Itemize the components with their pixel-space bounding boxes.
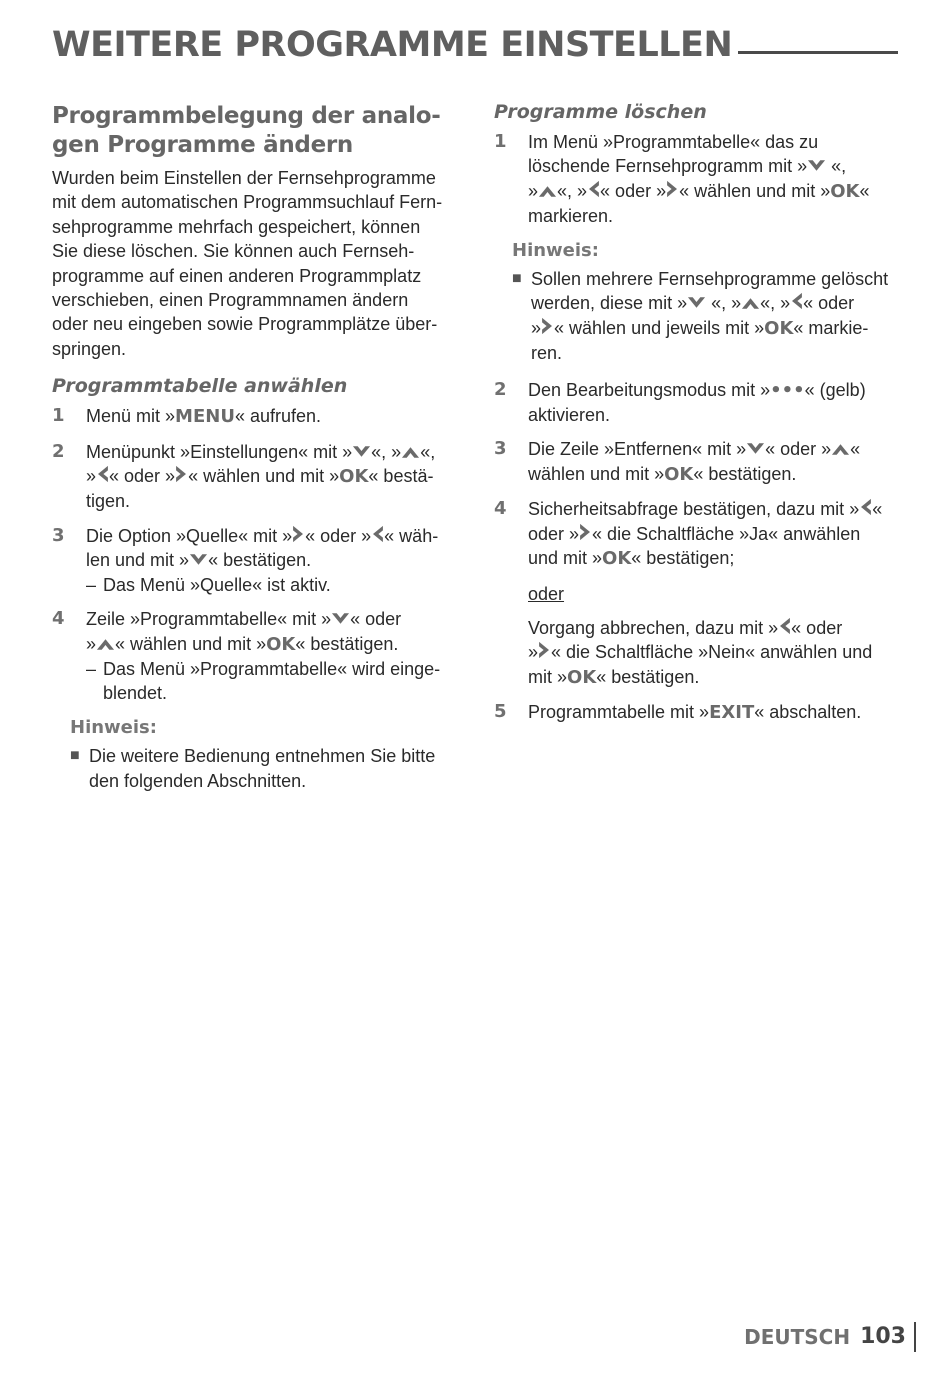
text-line: sehprogramme mehrfach gespeichert, können xyxy=(52,216,421,237)
step-number: 3 xyxy=(494,438,507,460)
note-heading: Hinweis: xyxy=(512,239,599,261)
spacer xyxy=(528,606,904,616)
text-line xyxy=(86,440,462,464)
chevron-left-icon xyxy=(371,525,384,543)
step-number: 2 xyxy=(494,378,507,400)
step-number: 5 xyxy=(494,701,507,723)
step-text xyxy=(86,404,462,429)
text: Den Bearbeitungsmodus mit » xyxy=(528,379,771,400)
text: wählen und mit » xyxy=(528,463,665,484)
step-2 xyxy=(52,440,462,514)
chevron-left-icon xyxy=(587,180,600,198)
text: « oder » xyxy=(109,466,176,487)
note-text xyxy=(531,267,904,366)
text: » xyxy=(86,633,97,654)
text: « bestä- xyxy=(368,466,434,487)
text: löschende Fernsehprogramm mit » xyxy=(528,156,808,177)
text-line xyxy=(86,607,462,631)
text: « abschalten. xyxy=(754,702,862,723)
text-line xyxy=(86,548,462,572)
text-line: den folgenden Abschnitten. xyxy=(89,770,307,791)
step-text xyxy=(528,700,904,725)
text-line: Die weitere Bedienung entnehmen Sie bitte xyxy=(89,746,436,767)
text: « wäh- xyxy=(384,525,439,546)
note-heading: Hinweis: xyxy=(70,716,157,738)
text-line: verschieben, einen Programmnamen ändern xyxy=(52,290,409,311)
text: « wählen und mit » xyxy=(188,466,340,487)
chevron-right-icon xyxy=(292,525,305,543)
text: « xyxy=(850,439,861,460)
ok-key: OK xyxy=(764,317,794,339)
chevron-down-icon xyxy=(189,553,208,567)
step-number: 2 xyxy=(52,440,65,462)
text-line xyxy=(528,154,904,178)
text-line: mit dem automatischen Programmsuchlauf Fern- xyxy=(52,192,443,213)
chevron-down-icon xyxy=(746,442,765,456)
square-bullet-icon: ■ xyxy=(512,270,522,288)
text: » xyxy=(528,642,539,663)
chevron-right-icon xyxy=(538,641,551,659)
text-line xyxy=(528,522,904,546)
oder-label: oder xyxy=(528,583,565,604)
text: mit » xyxy=(528,666,568,687)
footer-language: DEUTSCH xyxy=(744,1325,851,1349)
text: » xyxy=(528,180,539,201)
text: «, » xyxy=(760,293,791,314)
text-line xyxy=(86,464,462,489)
text-line xyxy=(528,665,904,690)
text-line: oder neu eingeben sowie Programmplätze über- xyxy=(52,314,438,335)
step-text xyxy=(86,524,462,597)
text: oder » xyxy=(528,523,580,544)
chevron-down-icon xyxy=(352,445,371,459)
chevron-right-icon xyxy=(579,523,592,541)
text-line xyxy=(531,291,904,315)
ok-key: OK xyxy=(567,666,597,688)
note-box xyxy=(512,239,904,366)
chevron-left-icon xyxy=(96,465,109,483)
text-line xyxy=(528,437,904,461)
text-line xyxy=(528,640,904,664)
page-number: 103 xyxy=(860,1322,916,1352)
text: « markie- xyxy=(793,317,869,338)
yellow-dots-key: ••• xyxy=(770,379,805,401)
text-line: Das Menü »Programmtabelle« wird einge- xyxy=(103,658,441,679)
page-footer xyxy=(744,1320,916,1354)
step-text xyxy=(528,130,904,229)
text-line xyxy=(528,462,904,487)
text-line xyxy=(528,546,904,571)
text: « bestätigen. xyxy=(596,666,700,687)
text: « oder xyxy=(803,293,855,314)
chevron-up-icon xyxy=(538,184,557,198)
text: « oder xyxy=(350,609,402,630)
heading-line: Programmbelegung der analo- xyxy=(52,103,441,129)
text xyxy=(103,657,462,706)
step-2 xyxy=(494,378,904,428)
text: Sicherheitsabfrage bestätigen, dazu mit » xyxy=(528,499,860,520)
text: werden, diese mit » xyxy=(531,293,688,314)
step-number: 1 xyxy=(494,131,507,152)
ok-key: OK xyxy=(266,633,296,655)
text-line xyxy=(86,524,462,548)
text: Menüpunkt »Einstellungen« mit » xyxy=(86,441,353,462)
text-line: Sie diese löschen. Sie können auch Fernseh- xyxy=(52,241,415,262)
text-line xyxy=(528,582,904,606)
text-line: Wurden beim Einstellen der Fernsehprogramme xyxy=(52,168,436,188)
text: « wählen und mit » xyxy=(115,633,267,654)
exit-key: EXIT xyxy=(709,702,755,724)
text: « oder » xyxy=(305,525,372,546)
chevron-down-icon xyxy=(687,296,706,310)
note-box xyxy=(70,716,462,793)
text: « oder » xyxy=(765,439,832,460)
text: « die Schaltfläche »Nein« anwählen und xyxy=(551,642,873,663)
text: « bestätigen. xyxy=(693,463,797,484)
text: «, » xyxy=(371,441,402,462)
text: » xyxy=(531,317,542,338)
chevron-left-icon xyxy=(778,617,791,635)
step-text xyxy=(86,440,462,514)
text: « aufrufen. xyxy=(234,406,321,427)
text-line: blendet. xyxy=(103,683,168,704)
step-3 xyxy=(52,524,462,597)
step-text xyxy=(528,497,904,690)
text-line xyxy=(528,179,904,204)
text: «, xyxy=(420,441,436,462)
chevron-right-icon xyxy=(175,465,188,483)
sub-item xyxy=(86,573,462,597)
dash: – xyxy=(86,574,97,595)
text: Zeile »Programmtabelle« mit » xyxy=(86,609,332,630)
text: « bestätigen; xyxy=(631,548,735,569)
chevron-left-icon xyxy=(790,292,803,310)
text: « die Schaltfläche »Ja« anwählen xyxy=(592,523,861,544)
text-line: programme auf einen anderen Programmplatz xyxy=(52,265,422,286)
ok-key: OK xyxy=(664,463,694,485)
text: « oder » xyxy=(600,180,667,201)
text: « xyxy=(859,180,870,201)
step-4 xyxy=(52,607,462,706)
text: « bestätigen. xyxy=(208,550,312,571)
step-number: 3 xyxy=(52,524,65,546)
text-line: springen. xyxy=(52,338,127,359)
note-item xyxy=(70,744,462,793)
text: « (gelb) xyxy=(804,379,866,400)
step-1 xyxy=(494,130,904,229)
text-line: Im Menü »Programmtabelle« das zu xyxy=(528,132,819,152)
text-line: Sollen mehrere Fernsehprogramme gelöscht xyxy=(531,269,889,290)
text-line xyxy=(528,616,904,640)
chevron-down-icon xyxy=(807,159,826,173)
text-line: tigen. xyxy=(86,491,131,512)
step-text xyxy=(528,378,904,428)
text: « xyxy=(872,499,883,520)
text: « oder xyxy=(791,617,843,638)
text: Vorgang abbrechen, dazu mit » xyxy=(528,617,779,638)
step-number: 1 xyxy=(52,405,65,427)
step-3 xyxy=(494,437,904,487)
page-title: WEITERE PROGRAMME EINSTELLEN xyxy=(52,25,733,65)
text-line: aktivieren. xyxy=(528,405,611,426)
step-1 xyxy=(52,404,462,429)
text: Programmtabelle mit » xyxy=(528,702,710,723)
step-5 xyxy=(494,700,904,725)
chevron-up-icon xyxy=(741,296,760,310)
text: «, » xyxy=(706,293,742,314)
dash: – xyxy=(86,658,97,679)
ok-key: OK xyxy=(339,466,369,488)
text-line: ren. xyxy=(531,343,563,364)
text-line xyxy=(86,632,462,657)
text-line xyxy=(531,316,904,341)
text: « bestätigen. xyxy=(295,633,399,654)
step-number: 4 xyxy=(494,498,507,520)
chevron-up-icon xyxy=(401,445,420,459)
text-line xyxy=(528,378,904,403)
page-header xyxy=(52,18,898,68)
text: Die Zeile »Entfernen« mit » xyxy=(528,439,747,460)
spacer xyxy=(528,572,904,582)
ok-key: OK xyxy=(602,548,632,570)
sub-item xyxy=(86,657,462,706)
chevron-left-icon xyxy=(859,498,872,516)
chevron-right-icon xyxy=(541,317,554,335)
chevron-up-icon xyxy=(831,442,850,456)
subheading-programmtabelle: Programmtabelle anwählen xyxy=(52,375,348,398)
text: Das Menü »Quelle« ist aktiv. xyxy=(103,574,331,595)
chevron-up-icon xyxy=(96,637,115,651)
right-column xyxy=(494,100,904,736)
menu-key: MENU xyxy=(175,406,235,428)
text: «, xyxy=(826,156,847,177)
text: « wählen und jeweils mit » xyxy=(554,317,765,338)
text: Die Option »Quelle« mit » xyxy=(86,525,293,546)
left-column xyxy=(52,100,462,805)
section-heading-analog xyxy=(52,102,462,160)
step-number: 4 xyxy=(52,608,65,630)
text-line xyxy=(528,497,904,521)
subheading-programme-loeschen: Programme löschen xyxy=(494,101,707,123)
title-rule xyxy=(738,51,898,54)
ok-key: OK xyxy=(830,180,860,202)
heading-line: gen Programme ändern xyxy=(52,132,353,158)
chevron-down-icon xyxy=(331,612,350,626)
note-item xyxy=(512,267,904,366)
step-4 xyxy=(494,497,904,690)
text: und mit » xyxy=(528,548,603,569)
chevron-right-icon xyxy=(666,180,679,198)
step-text xyxy=(528,437,904,487)
intro-paragraph xyxy=(52,166,462,361)
text-line: markieren. xyxy=(528,206,614,227)
step-text xyxy=(86,607,462,706)
text: len und mit » xyxy=(86,550,190,571)
square-bullet-icon: ■ xyxy=(70,747,80,765)
text: «, » xyxy=(557,180,588,201)
text: » xyxy=(86,466,97,487)
note-text xyxy=(89,744,462,793)
text: Menü mit » xyxy=(86,406,176,427)
text: « wählen und mit » xyxy=(679,180,831,201)
